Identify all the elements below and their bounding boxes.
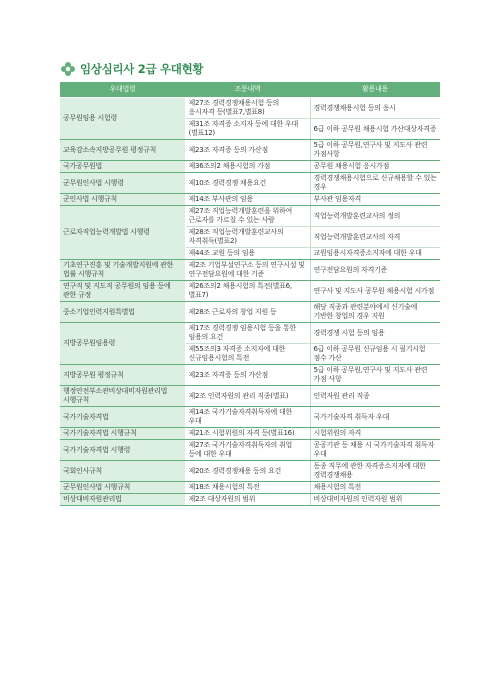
table-row	[60, 323, 440, 344]
law-cell: 공무원임용 시험령	[60, 98, 185, 140]
header-law: 우대법령	[60, 82, 185, 98]
table-row	[60, 461, 440, 482]
clause-cell: 제18조 채용시험의 특전	[185, 482, 310, 494]
table-row	[60, 482, 440, 494]
use-cell: 경력경쟁 시험 등의 임용	[310, 323, 440, 344]
clause-cell: 제27조 직업능력개발훈련을 위하여 근로자를 가르칠 수 있는 사람	[185, 206, 310, 227]
use-cell: 부사관 임용자격	[310, 194, 440, 206]
law-cell: 국회인사규칙	[60, 461, 185, 482]
use-cell: 동종 직무에 관한 자격증소지자에 대한 경력경쟁채용	[310, 461, 440, 482]
use-cell: 5급 이하 공무원,연구사 및 지도사 관련 가점 사항	[310, 365, 440, 386]
use-cell: 공무원 채용시험 응시가점	[310, 161, 440, 173]
law-cell: 군무원인사법 시행령	[60, 173, 185, 194]
table-row	[60, 386, 440, 407]
use-cell: 인력자원 관리 직종	[310, 386, 440, 407]
law-cell: 국가기술자격법 시행규칙	[60, 428, 185, 440]
use-cell: 해당 직종과 관련분야에서 신기술에 기반한 창업의 경우 지원	[310, 302, 440, 323]
use-cell: 경력경쟁채용시험으로 신규채용할 수 있는 경우	[310, 173, 440, 194]
use-cell: 5급 이하 공무원,연구사 및 지도사 관련 가점사항	[310, 140, 440, 161]
law-cell: 기초연구진흥 및 기술개발지원에 관한 법률 시행규칙	[60, 260, 185, 281]
clause-cell: 제2조 기업부설연구소 등의 연구시설 및 연구전담요원에 대한 기준	[185, 260, 310, 281]
law-cell: 국가공무원법	[60, 161, 185, 173]
page-title	[60, 61, 203, 77]
table-row	[60, 407, 440, 428]
clause-cell: 제27조 경력경쟁채용시험 등의 응시자격 등(별표7,별표8)	[185, 98, 310, 119]
table-row	[60, 98, 440, 119]
table-row	[60, 140, 440, 161]
clause-cell: 제28조 근로자의 창업 지원 등	[185, 302, 310, 323]
table-row	[60, 428, 440, 440]
use-cell: 연구사 및 지도사 공무원 채용시험 시가점	[310, 281, 440, 302]
table-row	[60, 440, 440, 461]
use-cell: 교원임용시자격증소지자에 대한 우대	[310, 248, 440, 260]
clause-cell: 제28조 직업능력개발훈련교사의 자격취득(별표2)	[185, 227, 310, 248]
use-cell: 시험위원의 자격	[310, 428, 440, 440]
use-cell: 경력경쟁채용시험 등의 응시	[310, 98, 440, 119]
clause-cell: 제31조 자격증 소지자 등에 대한 우대(별표12)	[185, 119, 310, 140]
table-header-row	[60, 82, 440, 98]
use-cell: 직업능력개발훈련교사의 정의	[310, 206, 440, 227]
clause-cell: 제14조 부사관의 임용	[185, 194, 310, 206]
table-row	[60, 194, 440, 206]
clause-cell: 제23조 자격증 등의 가산점	[185, 140, 310, 161]
clause-cell: 제21조 시험위원의 자격 등(별표16)	[185, 428, 310, 440]
use-cell: 비상대비자원의 인력자원 범위	[310, 494, 440, 506]
table-row	[60, 365, 440, 386]
law-cell: 국가기술자격법	[60, 407, 185, 428]
table-row	[60, 161, 440, 173]
law-cell: 행정안전부소관비상대비자원관리법 시행규칙	[60, 386, 185, 407]
table-row	[60, 494, 440, 506]
clause-cell: 제27조 국가기술자격취득자의 취업 등에 대한 우대	[185, 440, 310, 461]
benefits-table	[60, 82, 440, 506]
flower-icon	[60, 61, 76, 77]
law-cell: 중소기업인력지원특별법	[60, 302, 185, 323]
title-text: 임상심리사 2급 우대현황	[80, 62, 204, 76]
use-cell: 직업능력개발훈련교사의 자격	[310, 227, 440, 248]
clause-cell: 제23조 자격증 등의 가산점	[185, 365, 310, 386]
law-cell: 교육감소속지방공무원 평정규칙	[60, 140, 185, 161]
clause-cell: 제55조의3 자격증 소지자에 대한 신규임용시험의 특전	[185, 344, 310, 365]
clause-cell: 제2조 인력자원의 관리 직종(별표)	[185, 386, 310, 407]
law-cell: 비상대비자원관리법	[60, 494, 185, 506]
header-use: 활용내용	[310, 82, 440, 98]
use-cell: 연구전담요원의 자격기준	[310, 260, 440, 281]
use-cell: 채용시험의 특전	[310, 482, 440, 494]
law-cell: 근로자직업능력개발법 시행령	[60, 206, 185, 260]
table-row	[60, 281, 440, 302]
clause-cell: 제20조 경력경쟁채용 등의 요건	[185, 461, 310, 482]
table-body	[60, 98, 440, 506]
use-cell: 6급 이하 공무원 신규임용 시 필기시험 점수 가산	[310, 344, 440, 365]
clause-cell: 제2조 대상자원의 범위	[185, 494, 310, 506]
clause-cell: 제14조 국가기술자격취득자에 대한 우대	[185, 407, 310, 428]
table-row	[60, 260, 440, 281]
law-cell: 연구직 및 지도직 공무원의 임용 등에 관한 규정	[60, 281, 185, 302]
clause-cell: 제26조의2 채용시험의 특전(별표6,별표7)	[185, 281, 310, 302]
law-cell: 군무원인사법 시행규칙	[60, 482, 185, 494]
table-row	[60, 206, 440, 227]
law-cell: 지방공무원임용령	[60, 323, 185, 365]
clause-cell: 제10조 경력경쟁 채용요건	[185, 173, 310, 194]
clause-cell: 제36조의2 채용시험의 가점	[185, 161, 310, 173]
clause-cell: 제44조 교원 등의 임용	[185, 248, 310, 260]
clause-cell: 제17조 경력경쟁 임용시험 등을 통한 임용의 요건	[185, 323, 310, 344]
use-cell: 6급 이하 공무원 채용시험 가산대상자격증	[310, 119, 440, 140]
law-cell: 지방공무원 평정규칙	[60, 365, 185, 386]
use-cell: 공공기관 등 채용 시 국가기술자격 취득자 우대	[310, 440, 440, 461]
law-cell: 국가기술자격법 시행령	[60, 440, 185, 461]
use-cell: 국가기술자격 취득자 우대	[310, 407, 440, 428]
law-cell: 군인사법 시행규칙	[60, 194, 185, 206]
header-clause: 조문내역	[185, 82, 310, 98]
table-row	[60, 302, 440, 323]
table-row	[60, 173, 440, 194]
